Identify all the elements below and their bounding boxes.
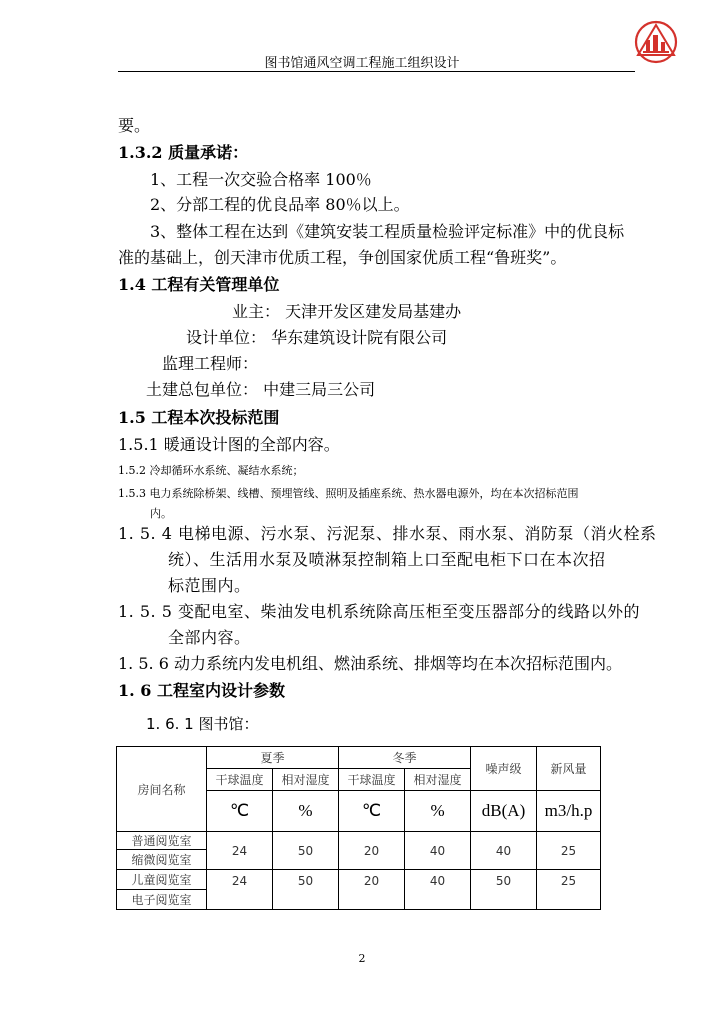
page-number: 2	[358, 952, 366, 965]
scope-1-5-3-line-2: 内。	[150, 507, 172, 520]
section-1-6-1-heading: 1. 6. 1 图书馆：	[146, 715, 259, 733]
supervisor-line: 监理工程师：	[162, 354, 259, 373]
col-header-fresh-air: 新风量	[537, 747, 601, 791]
designer-line: 设计单位： 华东建筑设计院有限公司	[186, 328, 448, 347]
unit-winter-humidity: %	[405, 791, 471, 832]
unit-summer-temp: ℃	[207, 791, 273, 832]
cell-summer-humidity: 50	[273, 832, 339, 870]
scope-1-5-3-line-1: 1.5.3 电力系统除桥架、线槽、预埋管线、照明及插座系统、热水器电源外，均在本次招标范围	[118, 487, 579, 500]
cell-fresh-air: 25	[537, 832, 601, 870]
owner-line: 业主： 天津开发区建发局基建办	[232, 302, 462, 321]
cell-winter-temp: 20	[339, 870, 405, 910]
cell-winter-temp: 20	[339, 832, 405, 870]
col-header-summer-humidity: 相对湿度	[273, 769, 339, 791]
unit-summer-humidity: %	[273, 791, 339, 832]
scope-1-5-6: 1. 5. 6 动力系统内发电机组、燃油系统、排烟等均在本次招标范围内。	[118, 654, 622, 673]
col-header-noise: 噪声级	[471, 747, 537, 791]
col-header-winter-dry-bulb: 干球温度	[339, 769, 405, 791]
header-rule	[118, 71, 635, 72]
line-continuation: 要。	[118, 116, 151, 135]
unit-noise: dB(A)	[471, 791, 537, 832]
col-header-summer: 夏季	[207, 747, 339, 769]
col-header-room-name: 房间名称	[117, 747, 207, 832]
section-1-6-heading: 1. 6 工程室内设计参数	[118, 681, 285, 700]
scope-1-5-5-line-2: 全部内容。	[168, 628, 251, 647]
promise-2: 2、分部工程的优良品率 80％以上。	[150, 195, 410, 214]
cell-fresh-air: 25	[537, 870, 601, 910]
col-header-winter: 冬季	[339, 747, 471, 769]
contractor-line: 土建总包单位： 中建三局三公司	[146, 380, 376, 399]
unit-fresh-air: m3/h.p	[537, 791, 601, 832]
scope-1-5-4-line-2: 统）、生活用水泵及喷淋泵控制箱上口至配电柜下口在本次招	[168, 550, 606, 569]
table-row-name: 普通阅览室	[117, 832, 207, 850]
table-row-name: 儿童阅览室	[117, 870, 207, 890]
section-1-5-heading: 1.5 工程本次投标范围	[118, 408, 280, 427]
col-header-summer-dry-bulb: 干球温度	[207, 769, 273, 791]
promise-1: 1、工程一次交验合格率 100％	[150, 170, 372, 189]
cell-noise: 40	[471, 832, 537, 870]
scope-1-5-1: 1.5.1 暖通设计图的全部内容。	[118, 435, 340, 454]
table-row-name: 缩微阅览室	[117, 850, 207, 870]
cell-winter-humidity: 40	[405, 832, 471, 870]
design-parameters-table	[116, 746, 601, 910]
scope-1-5-4-line-1: 1. 5. 4 电梯电源、污水泵、污泥泵、排水泵、雨水泵、消防泵（消火栓系	[118, 524, 657, 543]
scope-1-5-4-line-3: 标范围内。	[168, 576, 251, 595]
company-logo-icon	[631, 20, 681, 64]
col-header-winter-humidity: 相对湿度	[405, 769, 471, 791]
header-title: 图书馆通风空调工程施工组织设计	[264, 56, 460, 71]
cell-summer-temp: 24	[207, 832, 273, 870]
cell-winter-humidity: 40	[405, 870, 471, 910]
cell-summer-humidity: 50	[273, 870, 339, 910]
scope-1-5-5-line-1: 1. 5. 5 变配电室、柴油发电机系统除高压柜至变压器部分的线路以外的	[118, 602, 640, 621]
promise-3-line-1: 3、整体工程在达到《建筑安装工程质量检验评定标准》中的优良标	[150, 222, 625, 241]
section-1-4-heading: 1.4 工程有关管理单位	[118, 275, 280, 294]
scope-1-5-2: 1.5.2 冷却循环水系统、凝结水系统；	[118, 464, 304, 477]
unit-winter-temp: ℃	[339, 791, 405, 832]
promise-3-line-2: 准的基础上，创天津市优质工程，争创国家优质工程“鲁班奖”。	[118, 248, 567, 267]
cell-summer-temp: 24	[207, 870, 273, 910]
table-row-name: 电子阅览室	[117, 890, 207, 910]
cell-noise: 50	[471, 870, 537, 910]
section-1-3-2-heading: 1.3.2 质量承诺：	[118, 143, 249, 162]
